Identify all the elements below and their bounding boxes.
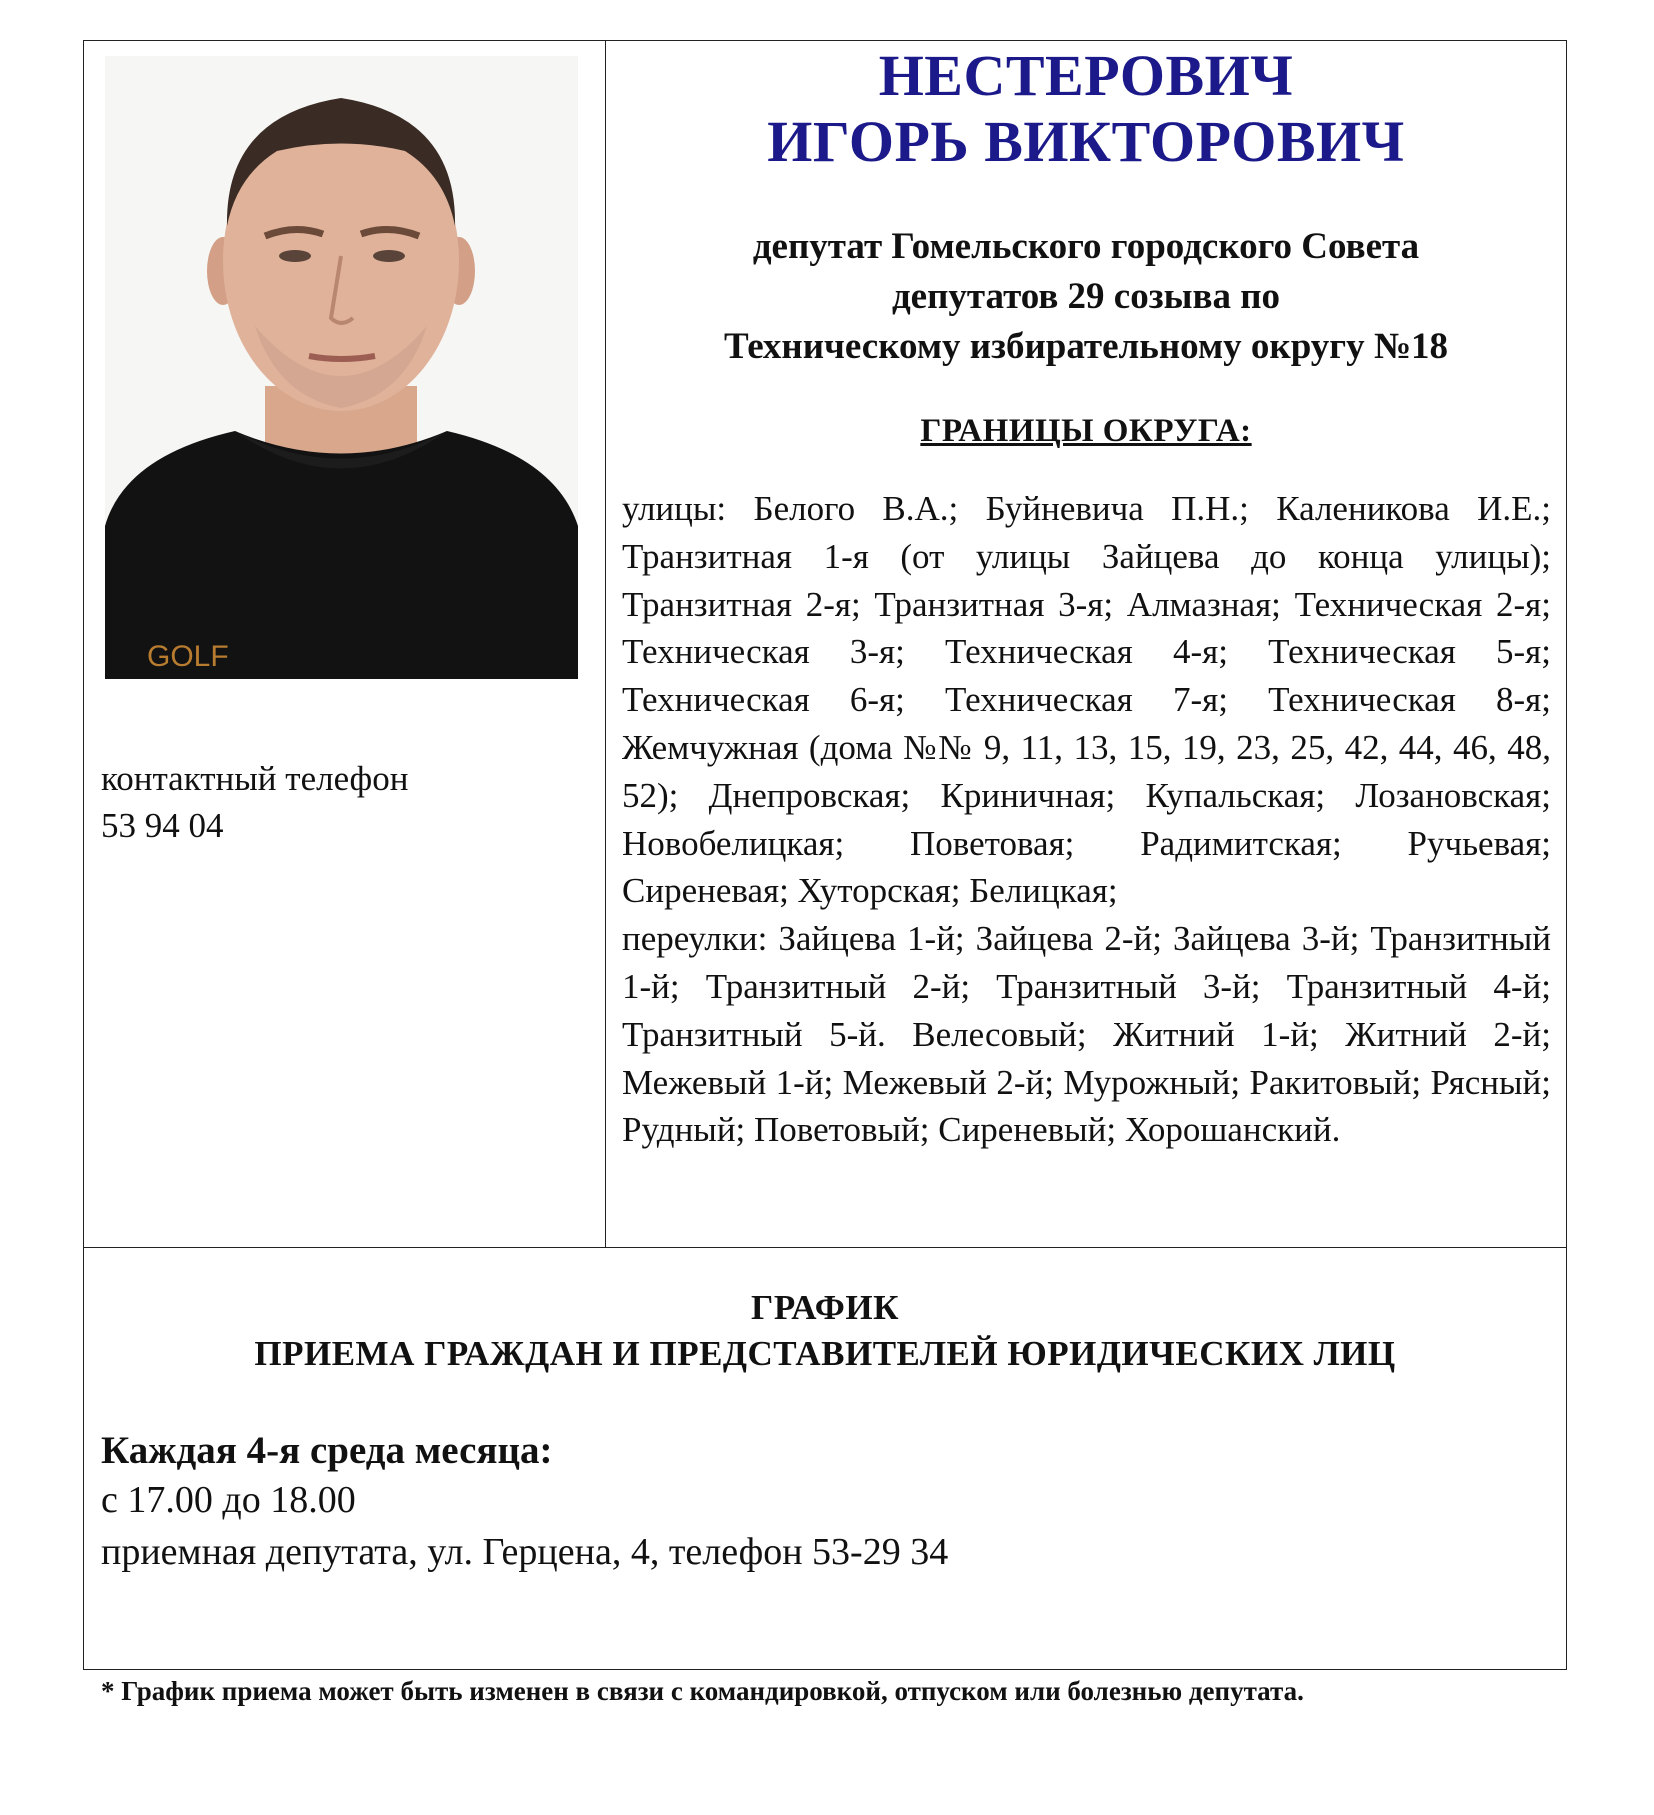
footnote: * График приема может быть изменен в связи с командировкой, отпуском или болезнью депутата. (101, 1676, 1304, 1706)
title-line: депутат Гомельского городского Совета (752, 226, 1420, 267)
schedule-title-line1: ГРАФИК (751, 1288, 899, 1327)
schedule-place: приемная депутата, ул. Герцена, 4, телефон 53-29 34 (101, 1531, 949, 1573)
deputy-title (605, 222, 1567, 372)
district-heading: ГРАНИЦЫ ОКРУГА: (920, 413, 1252, 449)
schedule-day: Каждая 4-я среда месяца: (101, 1429, 553, 1472)
deputy-given-names: ИГОРЬ ВИКТОРОВИЧ (767, 109, 1405, 174)
contact-block (101, 755, 408, 849)
deputy-name (605, 43, 1567, 175)
deputy-surname: НЕСТЕРОВИЧ (878, 43, 1294, 108)
shirt-text: GOLF (147, 640, 229, 673)
schedule-time: с 17.00 до 18.00 (101, 1479, 356, 1521)
schedule-title-line2: ПРИЕМА ГРАЖДАН И ПРЕДСТАВИТЕЛЕЙ ЮРИДИЧЕСКИХ ЛИЦ (254, 1334, 1396, 1373)
deputy-photo (105, 56, 578, 679)
title-line: депутатов 29 созыва по (891, 276, 1281, 317)
row-divider (83, 1247, 1567, 1248)
contact-label: контактный телефон (101, 759, 409, 798)
district-boundaries (622, 485, 1551, 1154)
schedule-title (83, 1285, 1567, 1377)
title-line: Техническому избирательному округу №18 (723, 326, 1449, 367)
lanes-list: переулки: Зайцева 1-й; Зайцева 2-й; Зайцева 3-й; Транзитный 1-й; Транзитный 2-й; Транзитный 3-й; Транзитный 4-й; Транзитный 5-й. Велесовый; Житний 1-й; Житний 2-й; Межевый 1-й; Межевый 2-й; Мурожный; Ракитовый; Рясный; Рудный; Поветовый; Сиреневый; Хорошанский. (622, 919, 1551, 1150)
contact-phone: 53 94 04 (101, 806, 224, 845)
streets-list: улицы: Белого В.А.; Буйневича П.Н.; Каленикова И.Е.; Транзитная 1-я (от улицы Зайцева до конца улицы); Транзитная 2-я; Транзитная 3-я; Алмазная; Техническая 2-я; Техническая 3-я; Техническая 4-я; Техническая 5-я; Техническая 6-я; Техническая 7-я; Техническая 8-я; Жемчужная (дома №№ 9, 11, 13, 15, 19, 23, 25, 42, 44, 46, 48, 52); Днепровская; Криничная; Купальская; Лозановская; Новобелицкая; Поветовая; Радимитская; Ручьевая; Сиреневая; Хуторская; Белицкая; (622, 489, 1551, 911)
